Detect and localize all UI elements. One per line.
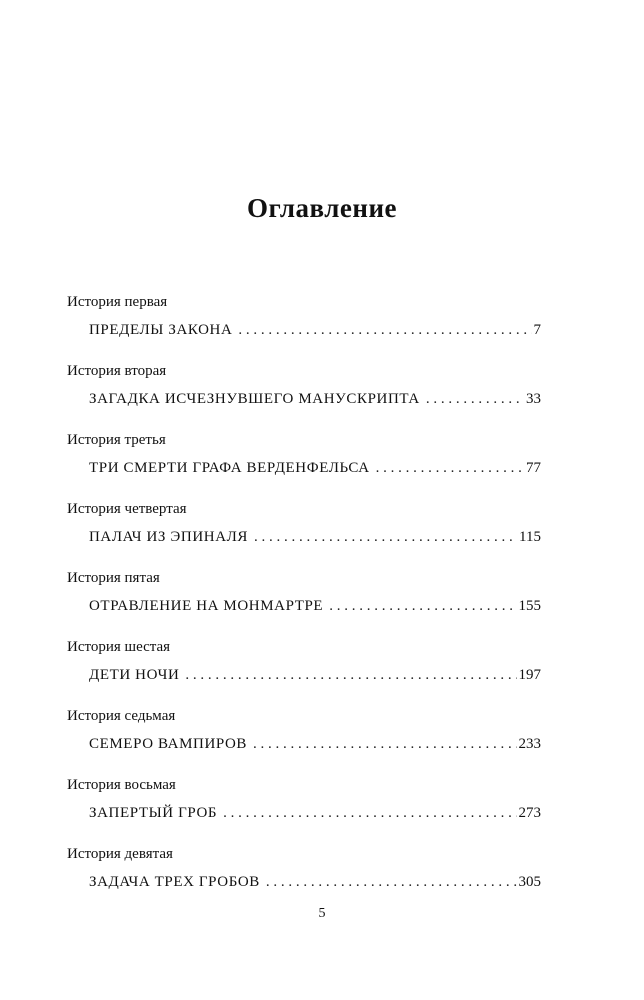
page-number: 155 <box>518 598 541 614</box>
toc-entry <box>67 706 541 775</box>
page-number: 273 <box>518 805 541 821</box>
dot-leader <box>376 458 524 478</box>
story-number-label: История третья <box>67 432 166 448</box>
story-title: ЗАГАДКА ИСЧЕЗНУВШЕГО МАНУСКРИПТА <box>89 391 420 407</box>
story-title: СЕМЕРО ВАМПИРОВ <box>89 736 248 752</box>
story-line <box>89 320 541 340</box>
story-line <box>89 389 541 409</box>
page-folio: 5 <box>318 906 326 921</box>
page-title: Оглавление <box>247 193 397 223</box>
story-line <box>89 872 541 892</box>
dot-leader <box>426 389 524 409</box>
story-title: ЗАПЕРТЫЙ ГРОБ <box>89 805 218 821</box>
story-number-label: История девятая <box>67 846 173 862</box>
dot-leader <box>238 320 531 340</box>
story-title: ПРЕДЕЛЫ ЗАКОНА <box>89 322 233 338</box>
dot-leader <box>185 665 516 685</box>
toc-entry <box>67 637 541 706</box>
story-title: ЗАДАЧА ТРЕХ ГРОБОВ <box>89 874 260 890</box>
story-number-label: История шестая <box>67 639 171 655</box>
page-number: 233 <box>518 736 541 752</box>
story-line <box>89 527 541 547</box>
page-number: 77 <box>526 460 541 476</box>
story-number-label: История первая <box>67 294 168 310</box>
dot-leader <box>223 803 516 823</box>
story-title: ОТРАВЛЕНИЕ НА МОНМАРТРЕ <box>89 598 324 614</box>
story-title: ДЕТИ НОЧИ <box>89 667 180 683</box>
story-title: ТРИ СМЕРТИ ГРАФА ВЕРДЕНФЕЛЬСА <box>89 460 370 476</box>
toc-entry <box>67 775 541 844</box>
story-line <box>89 803 541 823</box>
page-number: 7 <box>533 322 541 338</box>
story-line <box>89 734 541 754</box>
page-number: 197 <box>518 667 541 683</box>
dot-leader <box>266 872 517 892</box>
dot-leader <box>329 596 516 616</box>
toc-entry <box>67 568 541 637</box>
story-title: ПАЛАЧ ИЗ ЭПИНАЛЯ <box>89 529 248 545</box>
story-number-label: История вторая <box>67 363 167 379</box>
page-number: 305 <box>518 874 541 890</box>
page-number: 115 <box>519 529 541 545</box>
page-number: 33 <box>526 391 541 407</box>
story-line <box>89 458 541 478</box>
toc-entry <box>67 499 541 568</box>
toc-entry <box>67 844 541 913</box>
toc-entry <box>67 430 541 499</box>
story-number-label: История четвертая <box>67 501 187 517</box>
toc-entry <box>67 361 541 430</box>
table-of-contents <box>67 292 541 913</box>
dot-leader <box>253 734 516 754</box>
story-line <box>89 665 541 685</box>
toc-entry <box>67 292 541 361</box>
story-number-label: История седьмая <box>67 708 176 724</box>
story-number-label: История пятая <box>67 570 160 586</box>
story-line <box>89 596 541 616</box>
story-number-label: История восьмая <box>67 777 176 793</box>
dot-leader <box>254 527 517 547</box>
